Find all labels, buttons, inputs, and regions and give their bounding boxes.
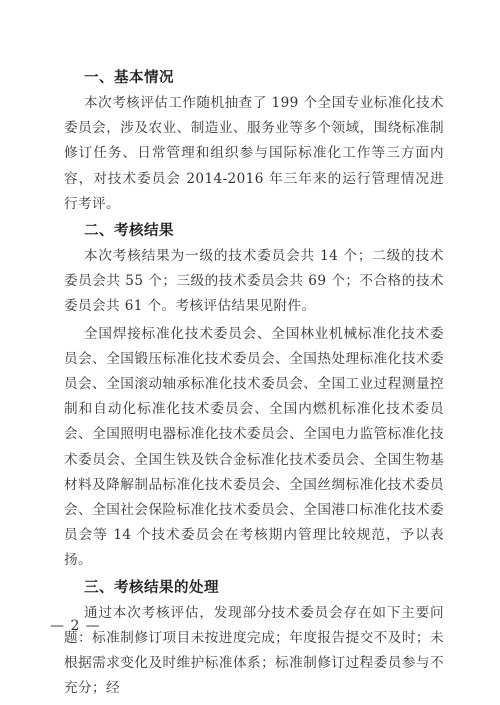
section-heading-basic-info: 一、基本情况 (84, 70, 174, 86)
document-body (64, 66, 444, 701)
paragraph-commended-committees: 全国焊接标准化技术委员会、全国林业机械标准化技术委员会、全国锻压标准化技术委员会、全国热处理标准化技术委员会、全国滚动轴承标准化技术委员会、全国工业过程测量控制和自动化标准化技术委员会、全国内燃机标准化技术委员会、全国照明电器标准化技术委员会、全国电力监管标准化技术委员会、全国生铁及铁合金标准化技术委员会、全国生物基材料及降解制品标准化技术委员会、全国丝绸标准化技术委员会、全国社会保险标准化技术委员会、全国港口标准化技术委员会等 14 个技术委员会在考核期内管理比较规范，予以表扬。 (64, 325, 444, 569)
paragraph-handling: 通过本次考核评估，发现部分技术委员会存在如下主要问题：标准制修订项目未按进度完成；年度报告提交不及时；未根据需求变化及时维护标准体系；标准制修订过程委员参与不充分；经 (64, 604, 444, 697)
paragraph-results-summary: 本次考核结果为一级的技术委员会共 14 个；二级的技术委员会共 55 个；三级的技术委员会共 69 个；不合格的技术委员会共 61 个。考核评估结果见附件。 (64, 248, 444, 315)
page-number: — 2 — (50, 618, 101, 634)
section-heading-results: 二、考核结果 (84, 223, 174, 240)
paragraph-basic-info: 本次考核评估工作随机抽查了 199 个全国专业标准化技术委员会，涉及农业、制造业、服务业等多个领域，围绕标准制修订任务、日常管理和组织参与国际标准化工作等三方面内容，对技术委员会 2014-2016 年三年来的运行管理情况进行考评。 (64, 95, 444, 212)
section-heading-handling: 三、考核结果的处理 (84, 579, 219, 596)
